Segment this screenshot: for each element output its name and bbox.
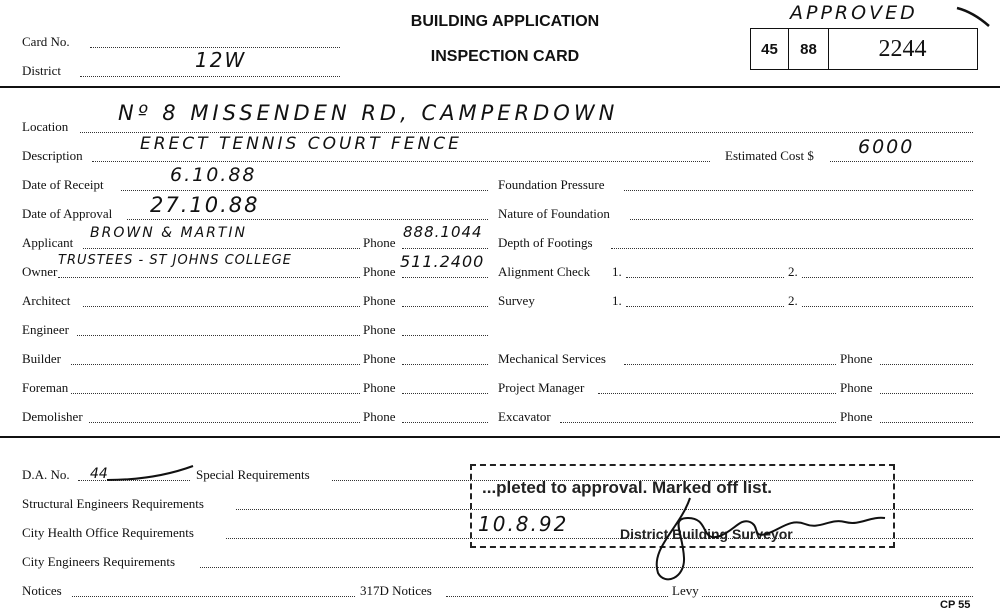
da-no-value: 44 bbox=[90, 466, 108, 482]
right-row-label: Excavator bbox=[498, 409, 551, 424]
left-row-label: Demolisher bbox=[22, 409, 83, 424]
right-row-label: Alignment Check bbox=[498, 264, 591, 279]
left-row-phone-field[interactable] bbox=[402, 335, 488, 336]
description-value: ERECT TENNIS COURT FENCE bbox=[140, 134, 462, 154]
left-row-phone-field[interactable] bbox=[402, 422, 488, 423]
right-row-n2: 2. bbox=[788, 293, 798, 308]
left-row-phone-label: Phone bbox=[363, 264, 396, 279]
left-row-field[interactable] bbox=[83, 306, 360, 307]
location-value: Nº 8 MISSENDEN RD, CAMPERDOWN bbox=[118, 101, 619, 125]
box-cell-1: 45 bbox=[751, 29, 789, 69]
city-engineers-label: City Engineers Requirements bbox=[22, 554, 176, 569]
stamp-date: 10.8.92 bbox=[478, 512, 569, 536]
right-row-label: Depth of Footings bbox=[498, 235, 593, 250]
right-row-label: Survey bbox=[498, 293, 535, 308]
left-row-phone-field[interactable] bbox=[402, 248, 488, 249]
left-row-phone-label: Phone bbox=[363, 409, 396, 424]
health-requirements-label: City Health Office Requirements bbox=[22, 525, 194, 540]
pen-stroke-mark bbox=[955, 4, 995, 30]
box-cell-2: 88 bbox=[789, 29, 829, 69]
right-row-field-2[interactable] bbox=[802, 306, 973, 307]
left-row-field[interactable] bbox=[127, 219, 488, 220]
right-row-n2: 2. bbox=[788, 264, 798, 279]
owner-phone-value: 511.2400 bbox=[400, 252, 485, 271]
location-field[interactable] bbox=[80, 132, 973, 133]
levy-label: Levy bbox=[672, 583, 699, 598]
surveyor-signature bbox=[640, 488, 900, 588]
notices-317d-label: 317D Notices bbox=[360, 583, 432, 598]
left-row-label: Date of Approval bbox=[22, 206, 113, 221]
application-number-box bbox=[750, 28, 978, 70]
right-row-field[interactable] bbox=[598, 393, 836, 394]
left-row-field[interactable] bbox=[71, 393, 360, 394]
district-value: 12W bbox=[195, 48, 247, 72]
form-title-line2: INSPECTION CARD bbox=[430, 48, 580, 65]
right-row-field[interactable] bbox=[624, 364, 836, 365]
left-row-field[interactable] bbox=[89, 422, 360, 423]
left-row-label: Owner bbox=[22, 264, 58, 279]
district-field[interactable] bbox=[80, 76, 340, 77]
left-row-field[interactable] bbox=[71, 364, 360, 365]
notices-field[interactable] bbox=[72, 596, 355, 597]
left-row-label: Engineer bbox=[22, 322, 69, 337]
form-code: CP 55 bbox=[940, 599, 971, 611]
right-row-n1: 1. bbox=[612, 264, 622, 279]
estimated-cost-field[interactable] bbox=[830, 161, 973, 162]
structural-requirements-label: Structural Engineers Requirements bbox=[22, 496, 204, 511]
left-row-phone-field[interactable] bbox=[402, 306, 488, 307]
right-row-n1: 1. bbox=[612, 293, 622, 308]
approval-date-value: 27.10.88 bbox=[150, 193, 260, 217]
location-label: Location bbox=[22, 119, 69, 134]
district-label: District bbox=[22, 63, 61, 78]
left-row-phone-label: Phone bbox=[363, 235, 396, 250]
stamp-text-line2: District Building Surveyor bbox=[620, 526, 793, 542]
right-row-field[interactable] bbox=[624, 190, 973, 191]
notices-317d-field[interactable] bbox=[446, 596, 668, 597]
left-row-phone-field[interactable] bbox=[402, 277, 488, 278]
left-row-field[interactable] bbox=[83, 248, 360, 249]
right-row-phone-label: Phone bbox=[840, 409, 873, 424]
card-no-label: Card No. bbox=[22, 34, 70, 49]
right-row-label: Project Manager bbox=[498, 380, 585, 395]
right-row-phone-field[interactable] bbox=[880, 393, 973, 394]
right-row-field[interactable] bbox=[611, 248, 973, 249]
levy-field[interactable] bbox=[702, 596, 973, 597]
applicant-phone-value: 888.1044 bbox=[403, 223, 483, 241]
left-row-field[interactable] bbox=[77, 335, 360, 336]
right-row-label: Nature of Foundation bbox=[498, 206, 610, 221]
left-row-label: Foreman bbox=[22, 380, 69, 395]
left-row-label: Architect bbox=[22, 293, 71, 308]
left-row-field[interactable] bbox=[58, 277, 360, 278]
description-field[interactable] bbox=[92, 161, 710, 162]
section-divider bbox=[0, 436, 1000, 438]
left-row-phone-label: Phone bbox=[363, 351, 396, 366]
estimated-cost-label: Estimated Cost $ bbox=[725, 148, 814, 163]
right-row-phone-field[interactable] bbox=[880, 422, 973, 423]
receipt-date-value: 6.10.88 bbox=[170, 164, 257, 186]
right-row-phone-label: Phone bbox=[840, 380, 873, 395]
right-row-label: Mechanical Services bbox=[498, 351, 606, 366]
left-row-phone-field[interactable] bbox=[402, 393, 488, 394]
form-title-line1: BUILDING APPLICATION bbox=[410, 13, 600, 30]
left-row-phone-label: Phone bbox=[363, 380, 396, 395]
left-row-label: Applicant bbox=[22, 235, 74, 250]
approved-mark: APPROVED bbox=[790, 2, 918, 24]
right-row-field-2[interactable] bbox=[802, 277, 973, 278]
estimated-cost-value: 6000 bbox=[858, 136, 915, 158]
right-row-phone-label: Phone bbox=[840, 351, 873, 366]
left-row-label: Builder bbox=[22, 351, 61, 366]
notices-label: Notices bbox=[22, 583, 62, 598]
right-row-field-1[interactable] bbox=[626, 306, 784, 307]
da-no-label: D.A. No. bbox=[22, 467, 70, 482]
special-requirements-label: Special Requirements bbox=[196, 467, 310, 482]
right-row-field-1[interactable] bbox=[626, 277, 784, 278]
header-divider bbox=[0, 86, 1000, 88]
left-row-field[interactable] bbox=[121, 190, 488, 191]
applicant-value: BROWN & MARTIN bbox=[90, 225, 248, 241]
right-row-label: Foundation Pressure bbox=[498, 177, 605, 192]
da-no-pen-stroke bbox=[105, 462, 197, 484]
right-row-field[interactable] bbox=[560, 422, 836, 423]
left-row-phone-label: Phone bbox=[363, 293, 396, 308]
stamp-text-line1: ...pleted to approval. Marked off list. bbox=[482, 478, 772, 497]
right-row-field[interactable] bbox=[630, 219, 973, 220]
owner-value: TRUSTEES - ST JOHNS COLLEGE bbox=[58, 253, 292, 268]
left-row-phone-label: Phone bbox=[363, 322, 396, 337]
left-row-label: Date of Receipt bbox=[22, 177, 104, 192]
description-label: Description bbox=[22, 148, 83, 163]
left-row-phone-field[interactable] bbox=[402, 364, 488, 365]
box-cell-3: 2244 bbox=[878, 35, 927, 62]
right-row-phone-field[interactable] bbox=[880, 364, 973, 365]
